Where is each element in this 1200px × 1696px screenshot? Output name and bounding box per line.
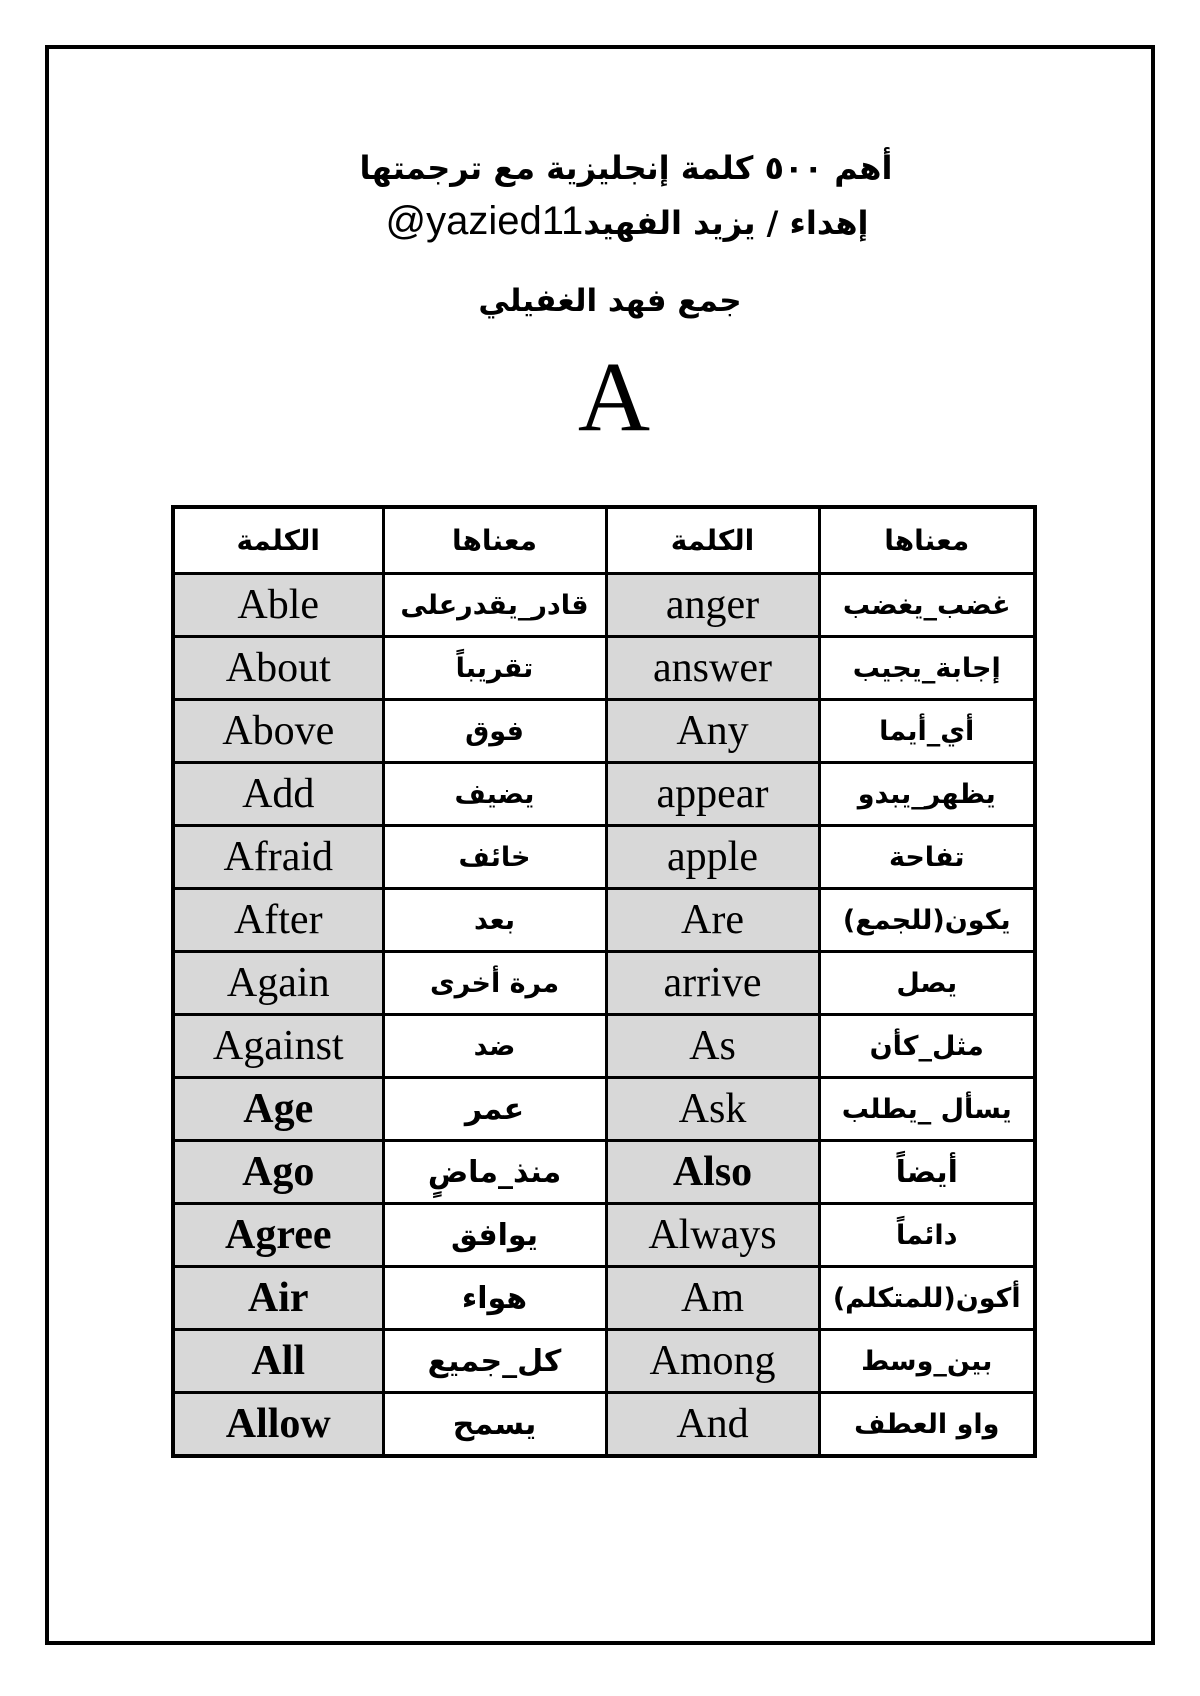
document-title: أهم ٥٠٠ كلمة إنجليزية مع ترجمتها: [359, 149, 893, 187]
dedication-line: [61, 199, 1163, 244]
header-cell: معناها: [383, 507, 606, 574]
english-word-cell: All: [173, 1330, 383, 1393]
english-word-cell: Able: [173, 574, 383, 637]
header-cell: الكلمة: [606, 507, 819, 574]
arabic-meaning-cell: غضب_يغضب: [819, 574, 1035, 637]
arabic-meaning-cell: عمر: [383, 1078, 606, 1141]
arabic-meaning-cell: مرة أخرى: [383, 952, 606, 1015]
arabic-meaning-cell: أيضاً: [819, 1141, 1035, 1204]
table-row: [173, 1141, 1035, 1204]
arabic-meaning-cell: منذ_ماضٍ: [383, 1141, 606, 1204]
arabic-meaning-cell: يصل: [819, 952, 1035, 1015]
table-row: [173, 637, 1035, 700]
arabic-meaning-cell: يكون(للجمع): [819, 889, 1035, 952]
table-row: [173, 1267, 1035, 1330]
arabic-meaning-cell: يظهر_يبدو: [819, 763, 1035, 826]
header-row: [173, 507, 1035, 574]
arabic-meaning-cell: هواء: [383, 1267, 606, 1330]
table-row: [173, 1393, 1035, 1457]
section-letter: A: [577, 341, 651, 452]
english-word-cell: Are: [606, 889, 819, 952]
arabic-meaning-cell: أي_أيما: [819, 700, 1035, 763]
arabic-meaning-cell: بعد: [383, 889, 606, 952]
english-word-cell: Above: [173, 700, 383, 763]
vocab-table-body: [173, 574, 1035, 1457]
collector-line: جمع فهد الغفيلي: [478, 283, 742, 319]
arabic-meaning-cell: يوافق: [383, 1204, 606, 1267]
english-word-cell: Agree: [173, 1204, 383, 1267]
table-row: [173, 889, 1035, 952]
english-word-cell: appear: [606, 763, 819, 826]
header-cell: الكلمة: [173, 507, 383, 574]
arabic-meaning-cell: واو العطف: [819, 1393, 1035, 1457]
english-word-cell: And: [606, 1393, 819, 1457]
table-row: [173, 574, 1035, 637]
english-word-cell: answer: [606, 637, 819, 700]
arabic-meaning-cell: يسأل _يطلب: [819, 1078, 1035, 1141]
english-word-cell: anger: [606, 574, 819, 637]
english-word-cell: Again: [173, 952, 383, 1015]
english-word-cell: Am: [606, 1267, 819, 1330]
english-word-cell: After: [173, 889, 383, 952]
arabic-meaning-cell: قادر_يقدرعلى: [383, 574, 606, 637]
arabic-meaning-cell: دائماً: [819, 1204, 1035, 1267]
vocab-table: [171, 505, 1037, 1458]
arabic-meaning-cell: يسمح: [383, 1393, 606, 1457]
table-row: [173, 826, 1035, 889]
dedication-text: إهداء / يزيد الفهيد: [583, 204, 869, 242]
english-word-cell: Ago: [173, 1141, 383, 1204]
arabic-meaning-cell: إجابة_يجيب: [819, 637, 1035, 700]
arabic-meaning-cell: كل_جميع: [383, 1330, 606, 1393]
english-word-cell: Add: [173, 763, 383, 826]
table-row: [173, 952, 1035, 1015]
english-word-cell: Age: [173, 1078, 383, 1141]
page-frame: [45, 45, 1155, 1645]
english-word-cell: Allow: [173, 1393, 383, 1457]
table-row: [173, 1330, 1035, 1393]
table-row: [173, 1204, 1035, 1267]
arabic-meaning-cell: ضد: [383, 1015, 606, 1078]
arabic-meaning-cell: مثل_كأن: [819, 1015, 1035, 1078]
english-word-cell: Afraid: [173, 826, 383, 889]
arabic-meaning-cell: خائف: [383, 826, 606, 889]
arabic-meaning-cell: بين_وسط: [819, 1330, 1035, 1393]
table-row: [173, 763, 1035, 826]
english-word-cell: arrive: [606, 952, 819, 1015]
arabic-meaning-cell: تقريباً: [383, 637, 606, 700]
english-word-cell: As: [606, 1015, 819, 1078]
english-word-cell: Air: [173, 1267, 383, 1330]
arabic-meaning-cell: فوق: [383, 700, 606, 763]
table-row: [173, 1015, 1035, 1078]
english-word-cell: Any: [606, 700, 819, 763]
arabic-meaning-cell: تفاحة: [819, 826, 1035, 889]
twitter-handle: @yazied11: [385, 199, 584, 243]
english-word-cell: Against: [173, 1015, 383, 1078]
english-word-cell: apple: [606, 826, 819, 889]
table-row: [173, 1078, 1035, 1141]
header-cell: معناها: [819, 507, 1035, 574]
english-word-cell: About: [173, 637, 383, 700]
english-word-cell: Among: [606, 1330, 819, 1393]
arabic-meaning-cell: أكون(للمتكلم): [819, 1267, 1035, 1330]
arabic-meaning-cell: يضيف: [383, 763, 606, 826]
english-word-cell: Always: [606, 1204, 819, 1267]
table-row: [173, 700, 1035, 763]
english-word-cell: Ask: [606, 1078, 819, 1141]
english-word-cell: Also: [606, 1141, 819, 1204]
